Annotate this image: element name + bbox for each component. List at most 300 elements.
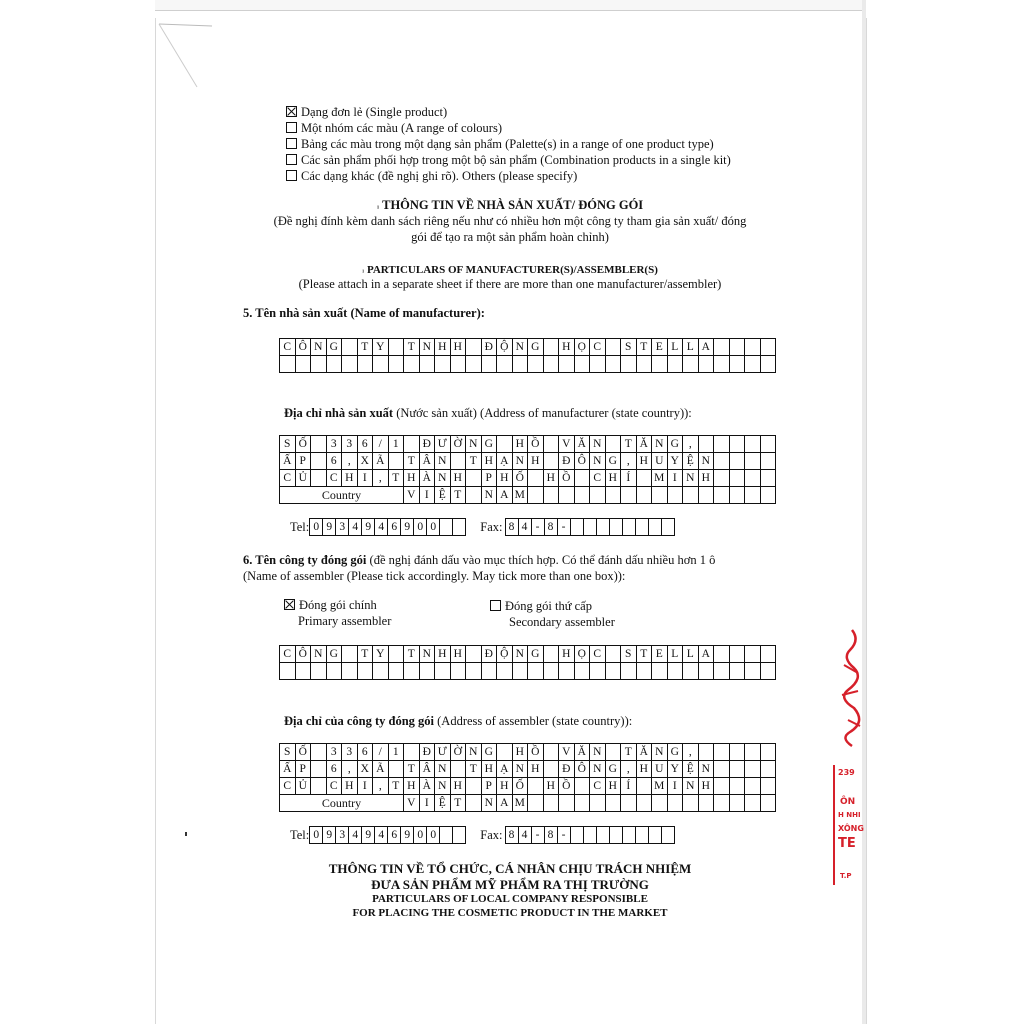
grid-cell[interactable]: G [605, 761, 621, 778]
grid-cell[interactable]: T [404, 339, 420, 356]
grid-cell[interactable] [559, 356, 575, 373]
grid-cell[interactable]: Ư [435, 744, 451, 761]
grid-cell[interactable]: Â [419, 453, 435, 470]
fax-digit-box[interactable] [597, 826, 610, 844]
grid-cell[interactable] [683, 356, 699, 373]
grid-cell[interactable] [295, 356, 311, 373]
grid-cell[interactable] [528, 356, 544, 373]
fax-digit-box[interactable] [610, 518, 623, 536]
grid-cell[interactable] [667, 663, 683, 680]
country-cell[interactable] [543, 795, 559, 812]
grid-cell[interactable]: 3 [342, 436, 358, 453]
grid-cell[interactable]: G [528, 646, 544, 663]
grid-cell[interactable] [605, 744, 621, 761]
product-type-option[interactable] [286, 169, 577, 184]
grid-cell[interactable]: 6 [326, 761, 342, 778]
grid-cell[interactable]: N [466, 436, 482, 453]
grid-cell[interactable]: Ô [574, 453, 590, 470]
country-cell[interactable] [652, 487, 668, 504]
fax-digit-box[interactable]: 8 [545, 826, 558, 844]
grid-cell[interactable]: Ố [512, 470, 528, 487]
grid-cell[interactable] [745, 744, 761, 761]
grid-cell[interactable] [698, 663, 714, 680]
grid-cell[interactable] [311, 453, 327, 470]
grid-cell[interactable]: Ã [373, 761, 389, 778]
grid-cell[interactable]: G [605, 453, 621, 470]
grid-cell[interactable]: E [652, 646, 668, 663]
country-cell[interactable]: T [450, 487, 466, 504]
grid-cell[interactable]: 6 [357, 744, 373, 761]
country-cell[interactable] [729, 487, 745, 504]
grid-cell[interactable] [311, 470, 327, 487]
tel-digit-box[interactable]: 3 [336, 826, 349, 844]
grid-cell[interactable]: , [621, 453, 637, 470]
primary-assembler-checkbox[interactable] [284, 599, 295, 610]
country-cell[interactable]: N [481, 795, 497, 812]
grid-cell[interactable]: C [590, 339, 606, 356]
grid-cell[interactable]: N [419, 339, 435, 356]
grid-cell[interactable]: I [357, 470, 373, 487]
grid-cell[interactable] [388, 663, 404, 680]
fax-digit-box[interactable] [649, 518, 662, 536]
grid-cell[interactable]: H [559, 646, 575, 663]
grid-cell[interactable]: I [667, 470, 683, 487]
grid-cell[interactable] [714, 339, 730, 356]
grid-cell[interactable]: I [357, 778, 373, 795]
country-cell[interactable] [574, 795, 590, 812]
fax-digit-box[interactable] [571, 826, 584, 844]
tel-digit-box[interactable]: 6 [388, 826, 401, 844]
grid-cell[interactable] [404, 356, 420, 373]
grid-cell[interactable] [373, 663, 389, 680]
grid-cell[interactable]: T [357, 339, 373, 356]
country-cell[interactable] [729, 795, 745, 812]
grid-cell[interactable] [698, 436, 714, 453]
country-cell[interactable] [667, 487, 683, 504]
country-cell[interactable] [559, 795, 575, 812]
grid-cell[interactable] [621, 356, 637, 373]
grid-cell[interactable]: T [466, 761, 482, 778]
grid-cell[interactable]: Ố [512, 778, 528, 795]
grid-cell[interactable] [745, 339, 761, 356]
grid-cell[interactable] [574, 470, 590, 487]
fax-digit-box[interactable]: 8 [505, 518, 519, 536]
tel-digit-box[interactable]: 0 [427, 518, 440, 536]
tel-digit-box[interactable]: 4 [349, 518, 362, 536]
grid-cell[interactable]: Ủ [295, 778, 311, 795]
country-cell[interactable] [760, 487, 776, 504]
grid-cell[interactable]: A [698, 339, 714, 356]
product-type-checkbox[interactable] [286, 106, 297, 117]
grid-cell[interactable] [729, 646, 745, 663]
grid-cell[interactable] [667, 356, 683, 373]
country-cell[interactable]: A [497, 795, 513, 812]
grid-cell[interactable]: N [590, 761, 606, 778]
grid-cell[interactable]: H [481, 761, 497, 778]
grid-cell[interactable] [435, 663, 451, 680]
grid-cell[interactable]: N [512, 453, 528, 470]
grid-cell[interactable]: 3 [342, 744, 358, 761]
fax-digit-box[interactable]: - [532, 826, 545, 844]
grid-cell[interactable]: Ồ [559, 470, 575, 487]
grid-cell[interactable]: I [667, 778, 683, 795]
grid-cell[interactable] [760, 761, 776, 778]
country-cell[interactable] [745, 795, 761, 812]
grid-cell[interactable] [466, 356, 482, 373]
product-type-checkbox[interactable] [286, 138, 297, 149]
tel-digit-box[interactable]: 9 [401, 518, 414, 536]
grid-cell[interactable]: H [636, 453, 652, 470]
grid-cell[interactable] [497, 356, 513, 373]
grid-cell[interactable]: H [497, 778, 513, 795]
grid-cell[interactable] [605, 339, 621, 356]
country-cell[interactable] [528, 795, 544, 812]
grid-cell[interactable] [466, 470, 482, 487]
country-cell[interactable]: I [419, 487, 435, 504]
grid-cell[interactable] [466, 778, 482, 795]
grid-cell[interactable]: N [419, 646, 435, 663]
grid-cell[interactable]: Ố [295, 436, 311, 453]
grid-cell[interactable]: T [404, 646, 420, 663]
grid-cell[interactable] [280, 663, 296, 680]
grid-cell[interactable]: H [404, 470, 420, 487]
grid-cell[interactable]: , [683, 744, 699, 761]
grid-cell[interactable] [528, 663, 544, 680]
grid-cell[interactable] [543, 646, 559, 663]
country-cell[interactable]: T [450, 795, 466, 812]
tel-field[interactable] [309, 518, 466, 536]
grid-cell[interactable]: H [528, 453, 544, 470]
grid-cell[interactable] [745, 356, 761, 373]
fax-digit-box[interactable]: 8 [505, 826, 519, 844]
grid-cell[interactable]: T [621, 744, 637, 761]
grid-cell[interactable]: Ô [295, 339, 311, 356]
grid-cell[interactable] [729, 744, 745, 761]
tel-digit-box[interactable]: 6 [388, 518, 401, 536]
grid-cell[interactable]: H [543, 778, 559, 795]
grid-cell[interactable]: / [373, 744, 389, 761]
grid-cell[interactable]: , [342, 761, 358, 778]
grid-cell[interactable] [590, 356, 606, 373]
country-cell[interactable] [559, 487, 575, 504]
grid-cell[interactable]: H [528, 761, 544, 778]
grid-cell[interactable]: Ờ [450, 436, 466, 453]
fax-digit-box[interactable] [610, 826, 623, 844]
tel-digit-box[interactable]: 4 [375, 826, 388, 844]
grid-cell[interactable] [559, 663, 575, 680]
fax-digit-box[interactable] [649, 826, 662, 844]
grid-cell[interactable]: Ủ [295, 470, 311, 487]
grid-cell[interactable]: N [652, 744, 668, 761]
grid-cell[interactable] [760, 744, 776, 761]
grid-cell[interactable] [574, 356, 590, 373]
grid-cell[interactable] [652, 356, 668, 373]
grid-cell[interactable]: H [636, 761, 652, 778]
grid-cell[interactable]: E [652, 339, 668, 356]
tel-digit-box[interactable] [440, 518, 453, 536]
grid-cell[interactable]: T [621, 436, 637, 453]
fax-digit-box[interactable]: - [558, 826, 571, 844]
grid-cell[interactable] [543, 339, 559, 356]
grid-cell[interactable] [311, 356, 327, 373]
grid-cell[interactable]: G [326, 339, 342, 356]
grid-cell[interactable] [357, 356, 373, 373]
grid-cell[interactable] [388, 453, 404, 470]
grid-cell[interactable]: C [590, 646, 606, 663]
grid-cell[interactable] [466, 646, 482, 663]
primary-assembler-option[interactable]: Đóng gói chính [284, 598, 377, 613]
grid-cell[interactable]: N [435, 453, 451, 470]
secondary-assembler-checkbox[interactable] [490, 600, 501, 611]
grid-cell[interactable]: N [466, 744, 482, 761]
country-cell[interactable] [621, 795, 637, 812]
grid-cell[interactable]: S [621, 646, 637, 663]
country-cell[interactable]: M [512, 795, 528, 812]
grid-cell[interactable]: P [481, 470, 497, 487]
tel-digit-box[interactable]: 0 [309, 518, 323, 536]
grid-cell[interactable]: N [435, 761, 451, 778]
grid-cell[interactable]: T [466, 453, 482, 470]
product-type-checkbox[interactable] [286, 170, 297, 181]
grid-cell[interactable] [357, 663, 373, 680]
tel-digit-box[interactable]: 0 [427, 826, 440, 844]
grid-cell[interactable] [729, 339, 745, 356]
grid-cell[interactable]: H [512, 436, 528, 453]
grid-cell[interactable]: X [357, 761, 373, 778]
grid-cell[interactable]: H [435, 339, 451, 356]
grid-cell[interactable] [760, 646, 776, 663]
tel-digit-box[interactable]: 0 [309, 826, 323, 844]
grid-cell[interactable]: U [652, 453, 668, 470]
grid-cell[interactable] [714, 778, 730, 795]
grid-cell[interactable]: Ă [574, 744, 590, 761]
grid-cell[interactable] [450, 761, 466, 778]
grid-cell[interactable] [760, 436, 776, 453]
grid-cell[interactable] [745, 646, 761, 663]
grid-cell[interactable]: N [512, 761, 528, 778]
grid-cell[interactable] [543, 744, 559, 761]
country-cell[interactable] [714, 487, 730, 504]
tel-digit-box[interactable] [440, 826, 453, 844]
grid-cell[interactable]: Ồ [528, 436, 544, 453]
grid-cell[interactable]: , [373, 778, 389, 795]
grid-cell[interactable] [543, 436, 559, 453]
grid-cell[interactable] [388, 761, 404, 778]
grid-cell[interactable] [311, 663, 327, 680]
country-cell[interactable] [652, 795, 668, 812]
grid-cell[interactable] [311, 744, 327, 761]
grid-cell[interactable] [497, 744, 513, 761]
grid-cell[interactable]: N [698, 761, 714, 778]
grid-cell[interactable] [543, 663, 559, 680]
tel-digit-box[interactable]: 0 [414, 518, 427, 536]
grid-cell[interactable] [528, 470, 544, 487]
grid-cell[interactable] [342, 663, 358, 680]
grid-cell[interactable] [714, 761, 730, 778]
fax-digit-box[interactable] [571, 518, 584, 536]
grid-cell[interactable] [714, 453, 730, 470]
grid-cell[interactable]: C [280, 646, 296, 663]
grid-cell[interactable] [698, 744, 714, 761]
grid-cell[interactable] [311, 761, 327, 778]
grid-cell[interactable]: N [590, 744, 606, 761]
grid-cell[interactable] [450, 356, 466, 373]
country-cell[interactable] [760, 795, 776, 812]
grid-cell[interactable] [466, 339, 482, 356]
secondary-assembler-option[interactable]: Đóng gói thứ cấp [490, 599, 592, 614]
grid-cell[interactable] [605, 436, 621, 453]
grid-cell[interactable] [729, 663, 745, 680]
grid-cell[interactable] [342, 646, 358, 663]
product-type-option[interactable] [286, 121, 502, 136]
grid-cell[interactable] [760, 453, 776, 470]
fax-digit-box[interactable]: 4 [519, 826, 532, 844]
grid-cell[interactable]: H [698, 778, 714, 795]
fax-digit-box[interactable] [636, 826, 649, 844]
country-cell[interactable]: Ệ [435, 795, 451, 812]
grid-cell[interactable] [512, 356, 528, 373]
grid-cell[interactable]: 6 [357, 436, 373, 453]
grid-cell[interactable]: H [481, 453, 497, 470]
grid-cell[interactable] [745, 470, 761, 487]
grid-cell[interactable] [745, 663, 761, 680]
country-cell[interactable] [621, 487, 637, 504]
grid-cell[interactable] [636, 470, 652, 487]
country-cell[interactable] [745, 487, 761, 504]
grid-cell[interactable]: Ọ [574, 646, 590, 663]
grid-cell[interactable]: M [652, 778, 668, 795]
country-cell[interactable] [574, 487, 590, 504]
grid-cell[interactable] [342, 339, 358, 356]
grid-cell[interactable]: S [621, 339, 637, 356]
grid-cell[interactable]: , [683, 436, 699, 453]
grid-cell[interactable]: H [605, 470, 621, 487]
grid-cell[interactable]: 1 [388, 744, 404, 761]
grid-cell[interactable]: A [698, 646, 714, 663]
grid-cell[interactable]: Ô [574, 761, 590, 778]
tel-digit-box[interactable] [453, 518, 466, 536]
grid-cell[interactable] [466, 663, 482, 680]
fax-digit-box[interactable] [623, 518, 636, 536]
grid-cell[interactable]: Ố [295, 744, 311, 761]
grid-cell[interactable]: Ă [636, 744, 652, 761]
grid-cell[interactable] [574, 663, 590, 680]
grid-cell[interactable] [683, 663, 699, 680]
fax-digit-box[interactable]: - [558, 518, 571, 536]
grid-cell[interactable]: Ấ [280, 761, 296, 778]
grid-cell[interactable] [714, 646, 730, 663]
grid-cell[interactable]: N [590, 453, 606, 470]
country-cell[interactable] [590, 795, 606, 812]
country-cell[interactable] [605, 487, 621, 504]
grid-cell[interactable]: T [388, 778, 404, 795]
grid-cell[interactable]: H [342, 470, 358, 487]
grid-cell[interactable]: Ọ [574, 339, 590, 356]
fax-digit-box[interactable]: - [532, 518, 545, 536]
grid-cell[interactable]: L [667, 339, 683, 356]
grid-cell[interactable]: T [404, 453, 420, 470]
country-cell[interactable] [605, 795, 621, 812]
fax-digit-box[interactable] [662, 826, 675, 844]
fax-field[interactable] [505, 826, 675, 844]
grid-cell[interactable] [295, 663, 311, 680]
grid-cell[interactable]: Í [621, 470, 637, 487]
grid-cell[interactable]: H [404, 778, 420, 795]
grid-cell[interactable] [636, 356, 652, 373]
grid-cell[interactable]: V [559, 436, 575, 453]
grid-cell[interactable] [745, 761, 761, 778]
grid-cell[interactable]: Â [419, 761, 435, 778]
fax-digit-box[interactable] [623, 826, 636, 844]
country-cell[interactable] [590, 487, 606, 504]
country-cell[interactable] [683, 795, 699, 812]
fax-digit-box[interactable]: 8 [545, 518, 558, 536]
grid-cell[interactable] [404, 744, 420, 761]
grid-cell[interactable]: Í [621, 778, 637, 795]
fax-digit-box[interactable] [597, 518, 610, 536]
grid-cell[interactable]: P [295, 453, 311, 470]
grid-cell[interactable]: Đ [481, 646, 497, 663]
grid-cell[interactable]: Đ [559, 761, 575, 778]
grid-cell[interactable]: 3 [326, 744, 342, 761]
grid-cell[interactable]: 1 [388, 436, 404, 453]
grid-cell[interactable]: Ệ [683, 761, 699, 778]
product-type-option[interactable] [286, 105, 447, 120]
grid-cell[interactable]: Ư [435, 436, 451, 453]
grid-cell[interactable]: T [357, 646, 373, 663]
grid-cell[interactable] [388, 646, 404, 663]
grid-cell[interactable]: / [373, 436, 389, 453]
grid-cell[interactable] [326, 356, 342, 373]
grid-cell[interactable]: N [435, 778, 451, 795]
grid-cell[interactable]: H [450, 339, 466, 356]
grid-cell[interactable] [714, 356, 730, 373]
grid-cell[interactable] [729, 356, 745, 373]
grid-cell[interactable] [280, 356, 296, 373]
grid-cell[interactable] [745, 453, 761, 470]
country-cell[interactable] [698, 795, 714, 812]
tel-field[interactable] [309, 826, 466, 844]
grid-cell[interactable] [528, 778, 544, 795]
grid-cell[interactable] [388, 339, 404, 356]
country-cell[interactable]: A [497, 487, 513, 504]
grid-cell[interactable]: Đ [419, 436, 435, 453]
grid-cell[interactable]: P [481, 778, 497, 795]
grid-cell[interactable]: Ồ [528, 744, 544, 761]
country-cell[interactable]: Ệ [435, 487, 451, 504]
grid-cell[interactable]: N [698, 453, 714, 470]
country-cell[interactable]: N [481, 487, 497, 504]
grid-cell[interactable] [373, 356, 389, 373]
grid-cell[interactable]: Ấ [280, 453, 296, 470]
grid-cell[interactable]: N [512, 646, 528, 663]
grid-cell[interactable] [760, 356, 776, 373]
fax-digit-box[interactable] [584, 826, 597, 844]
grid-cell[interactable] [714, 436, 730, 453]
grid-cell[interactable]: Đ [481, 339, 497, 356]
grid-cell[interactable]: H [559, 339, 575, 356]
grid-cell[interactable]: T [636, 339, 652, 356]
tel-digit-box[interactable]: 3 [336, 518, 349, 536]
grid-cell[interactable] [652, 663, 668, 680]
tel-digit-box[interactable]: 9 [362, 518, 375, 536]
grid-cell[interactable]: Ô [295, 646, 311, 663]
country-cell[interactable] [636, 487, 652, 504]
grid-cell[interactable]: H [435, 646, 451, 663]
grid-cell[interactable]: G [326, 646, 342, 663]
grid-cell[interactable]: Ã [373, 453, 389, 470]
grid-cell[interactable]: H [450, 646, 466, 663]
